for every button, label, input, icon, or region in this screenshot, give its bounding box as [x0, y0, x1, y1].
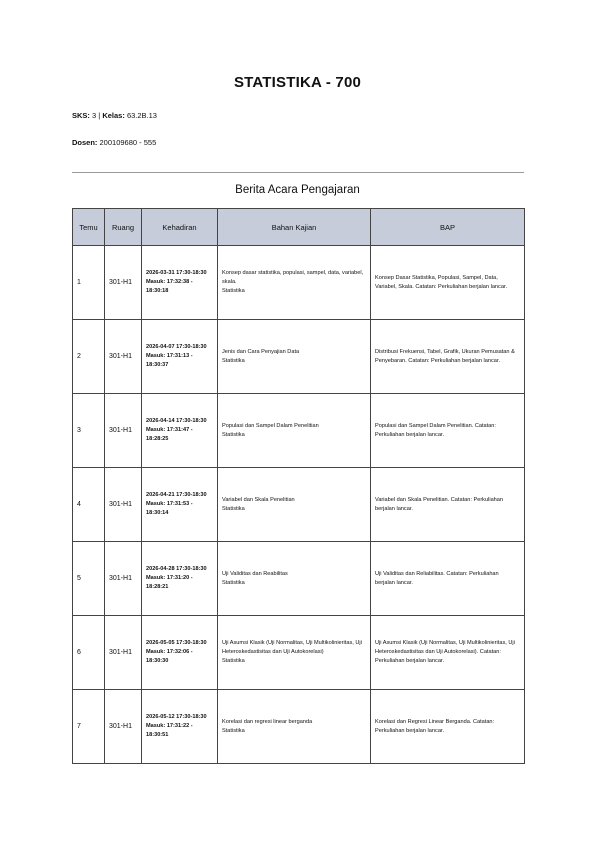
topic-text: Uji Validitas dan Reabilitas — [222, 570, 288, 577]
cell-kehadiran — [142, 468, 218, 542]
cell-bahan-kajian — [218, 690, 371, 764]
topic-course: Statistika — [222, 357, 245, 364]
cell-bap — [371, 616, 525, 690]
cell-bap — [371, 542, 525, 616]
sks-label: SKS: — [72, 111, 90, 120]
lecturer-meta-line — [72, 138, 156, 147]
cell-bahan-kajian — [218, 246, 371, 320]
ruang-value: 301-H1 — [109, 574, 132, 582]
cell-bap — [371, 246, 525, 320]
cell-bap — [371, 394, 525, 468]
cell-temu — [73, 246, 105, 320]
attendance-table — [72, 208, 525, 764]
cell-kehadiran — [142, 542, 218, 616]
bap-text: Populasi dan Sampel Dalam Penelitian. Catatan: Perkuliahan berjalan lancar. — [375, 422, 496, 438]
cell-temu — [73, 542, 105, 616]
cell-temu — [73, 616, 105, 690]
bap-text: Uji Validitas dan Reliabilitas. Catatan: Perkuliahan berjalan lancar. — [375, 570, 499, 586]
temu-value: 2 — [77, 352, 81, 360]
course-meta-line — [72, 111, 157, 120]
ruang-value: 301-H1 — [109, 278, 132, 286]
cell-ruang — [105, 542, 142, 616]
page-title: STATISTIKA - 700 — [233, 74, 362, 91]
kelas-label: Kelas: — [102, 111, 125, 120]
table-row — [73, 394, 525, 468]
column-header-kehadiran: Kehadiran — [142, 209, 218, 246]
schedule-time: 2026-04-21 17:30-18:30 — [146, 492, 207, 499]
topic-text: Korelasi dan regresi linear berganda — [222, 718, 313, 725]
check-in-time: Masuk: 17:31:53 - 18:30:14 — [146, 501, 193, 516]
topic-course: Statistika — [222, 505, 245, 512]
cell-kehadiran — [142, 246, 218, 320]
bap-text: Distribusi Frekuensi, Tabel, Grafik, Ukuran Pemusatan & Penyebaran. Catatan: Perkuliahan berjalan lancar. — [375, 348, 515, 364]
header-divider — [72, 172, 524, 173]
topic-text: Jenis dan Cara Penyajian Data — [222, 348, 300, 355]
cell-ruang — [105, 246, 142, 320]
topic-course: Statistika — [222, 657, 245, 664]
schedule-time: 2026-05-05 17:30-18:30 — [146, 640, 207, 647]
sks-value: 3 — [92, 111, 97, 120]
topic-course: Statistika — [222, 287, 245, 294]
topic-text: Variabel dan Skala Penelitian — [222, 496, 295, 503]
column-header-ruang: Ruang — [105, 209, 142, 246]
topic-course: Statistika — [222, 727, 245, 734]
topic-text: Uji Asumsi Klasik (Uji Normalitas, Uji Multikolinieritas, Uji Heteroskedastisitas dan Uji Autokorelasi) — [222, 640, 362, 656]
table-row — [73, 616, 525, 690]
ruang-value: 301-H1 — [109, 500, 132, 508]
cell-ruang — [105, 320, 142, 394]
cell-temu — [73, 468, 105, 542]
ruang-value: 301-H1 — [109, 426, 132, 434]
schedule-time: 2026-04-07 17:30-18:30 — [146, 344, 207, 351]
cell-kehadiran — [142, 394, 218, 468]
cell-bap — [371, 468, 525, 542]
schedule-time: 2026-03-31 17:30-18:30 — [146, 270, 207, 277]
topic-text: Populasi dan Sampel Dalam Penelitian — [222, 422, 319, 429]
bap-text: Uji Asumsi Klasik (Uji Normalitas, Uji Multikolinieritas, Uji Heteroskedastisitas dan Uji Autokorelasi). Catatan: Perkuliahan berjalan lancar. — [375, 640, 515, 664]
cell-temu — [73, 320, 105, 394]
ruang-value: 301-H1 — [109, 648, 132, 656]
check-in-time: Masuk: 17:31:13 - 18:30:37 — [146, 353, 193, 368]
cell-bap — [371, 320, 525, 394]
table-header-row — [73, 209, 525, 246]
cell-bahan-kajian — [218, 468, 371, 542]
cell-ruang — [105, 616, 142, 690]
ruang-value: 301-H1 — [109, 352, 132, 360]
bap-text: Konsep Dasar Statistika, Populasi, Sampel, Data, Variabel, Skala. Catatan: Perkuliahan berjalan lancar. — [375, 274, 508, 290]
column-header-bahan-kajian: Bahan Kajian — [218, 209, 371, 246]
cell-bahan-kajian — [218, 542, 371, 616]
cell-ruang — [105, 690, 142, 764]
section-title: Berita Acara Pengajaran — [235, 184, 360, 196]
check-in-time: Masuk: 17:31:22 - 18:30:51 — [146, 723, 193, 738]
table-row — [73, 542, 525, 616]
cell-temu — [73, 394, 105, 468]
temu-value: 6 — [77, 648, 81, 656]
table-row — [73, 690, 525, 764]
kelas-value: 63.2B.13 — [126, 111, 157, 120]
cell-kehadiran — [142, 690, 218, 764]
schedule-time: 2026-05-12 17:30-18:30 — [146, 714, 207, 721]
topic-course: Statistika — [222, 579, 245, 586]
schedule-time: 2026-04-14 17:30-18:30 — [146, 418, 207, 425]
cell-ruang — [105, 394, 142, 468]
cell-kehadiran — [142, 320, 218, 394]
check-in-time: Masuk: 17:32:06 - 18:30:30 — [146, 649, 193, 664]
temu-value: 7 — [77, 722, 81, 730]
cell-ruang — [105, 468, 142, 542]
column-header-temu: Temu — [73, 209, 105, 246]
bap-text: Korelasi dan Regresi Linear Berganda. Catatan: Perkuliahan berjalan lancar. — [375, 718, 495, 734]
temu-value: 5 — [77, 574, 81, 582]
dosen-value: 200109680 - 555 — [99, 138, 157, 147]
schedule-time: 2026-04-28 17:30-18:30 — [146, 566, 207, 573]
cell-bahan-kajian — [218, 394, 371, 468]
table-row — [73, 320, 525, 394]
topic-text: Konsep dasar statistika, populasi, sampel, data, variabel, skala. — [222, 270, 364, 286]
cell-bahan-kajian — [218, 616, 371, 690]
temu-value: 1 — [77, 278, 81, 286]
check-in-time: Masuk: 17:32:38 - 18:30:18 — [146, 279, 193, 294]
temu-value: 3 — [77, 426, 81, 434]
dosen-label: Dosen: — [72, 138, 98, 147]
bap-text: Variabel dan Skala Penelitian. Catatan: Perkuliahan berjalan lancar. — [375, 496, 504, 512]
cell-temu — [73, 690, 105, 764]
cell-kehadiran — [142, 616, 218, 690]
topic-course: Statistika — [222, 431, 245, 438]
cell-bap — [371, 690, 525, 764]
temu-value: 4 — [77, 500, 81, 508]
table-row — [73, 468, 525, 542]
check-in-time: Masuk: 17:31:47 - 18:28:25 — [146, 427, 193, 442]
column-header-bap: BAP — [371, 209, 525, 246]
meta-separator: | — [98, 111, 101, 120]
table-row — [73, 246, 525, 320]
ruang-value: 301-H1 — [109, 722, 132, 730]
check-in-time: Masuk: 17:31:20 - 18:28:21 — [146, 575, 193, 590]
cell-bahan-kajian — [218, 320, 371, 394]
